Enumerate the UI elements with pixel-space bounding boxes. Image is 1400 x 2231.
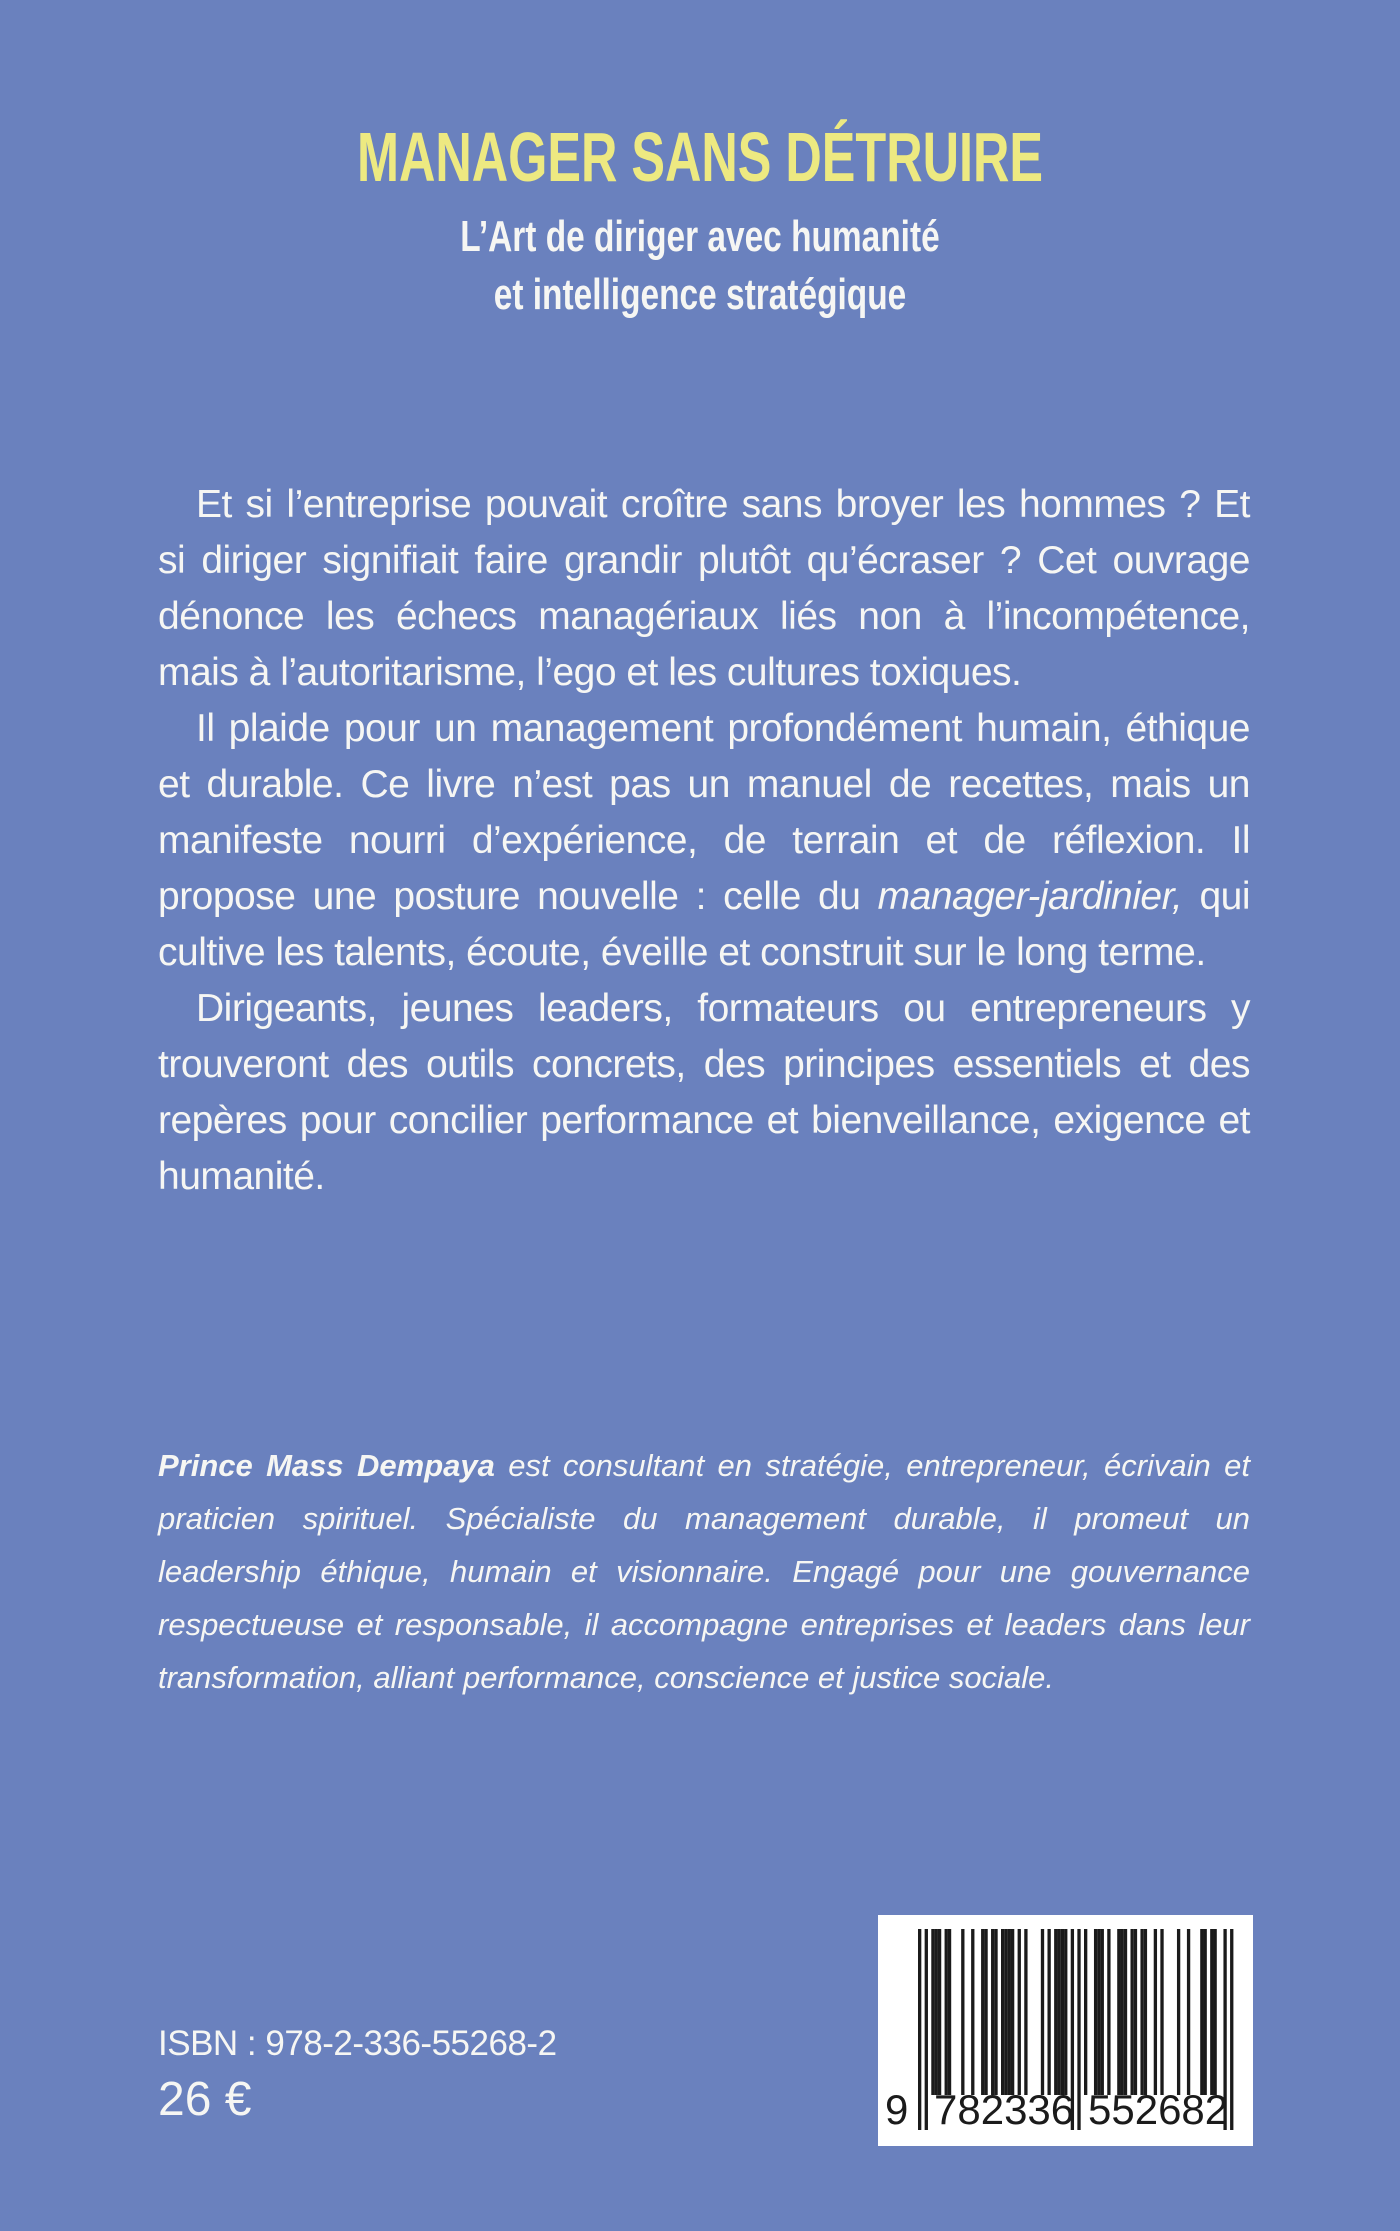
subtitle-line-2: et intelligence stratégique [493,270,907,319]
synopsis-paragraph-2-end: qui cultive les talents, écoute, éveille et construit sur le long terme. [158,875,1251,974]
author-bio-text: est consultant en stratégie, entrepreneur, écrivain et praticien spirituel. Spécialiste du management durable, il promeut un leadership éthique, humain et visionnaire. Engagé pour une gouvernance respectueuse et responsable, il accompagne entreprises et leaders dans leur transformation, alliant performance, conscience et justice sociale. [158,1448,1250,1695]
synopsis-paragraph-2-start: Il plaide pour un management profondément humain, éthique et durable. Ce livre n’est pas un manuel de recettes, mais un manifeste nourri d’expérience, de terrain et de réflexion. Il propose une posture nouvelle : celle du [158,707,1250,918]
synopsis [158,477,1250,1205]
barcode-digits-left: 782336 [934,2086,1075,2133]
synopsis-paragraph-2 [158,701,1250,981]
book-title: MANAGER SANS DÉTRUIRE [356,118,1044,196]
barcode-digit-first: 9 [885,2086,909,2133]
synopsis-paragraph-1: Et si l’entreprise pouvait croître sans broyer les hommes ? Et si diriger signifiait faire grandir plutôt qu’écraser ? Cet ouvrage dénonce les échecs managériaux liés non à l’incompétence, mais à l’autoritarisme, l’ego et les cultures toxiques. [158,483,1250,694]
barcode-digits-right: 552682 [1088,2086,1229,2133]
barcode [878,1915,1253,2146]
isbn-text: ISBN : 978-2-336-55268-2 [158,2024,557,2063]
book-subtitle [168,208,1232,324]
author-name: Prince Mass Dempaya [158,1448,495,1483]
manager-jardinier-italic: manager-jardinier, [877,875,1183,918]
synopsis-paragraph-3: Dirigeants, jeunes leaders, formateurs ou entrepreneurs y trouveront des outils concrets, des principes essentiels et des repères pour concilier performance et bienveillance, exigence et humanité. [158,987,1250,1198]
price-text: 26 € [158,2073,252,2126]
subtitle-line-1: L’Art de diriger avec humanité [460,212,940,261]
author-bio [158,1439,1250,1704]
